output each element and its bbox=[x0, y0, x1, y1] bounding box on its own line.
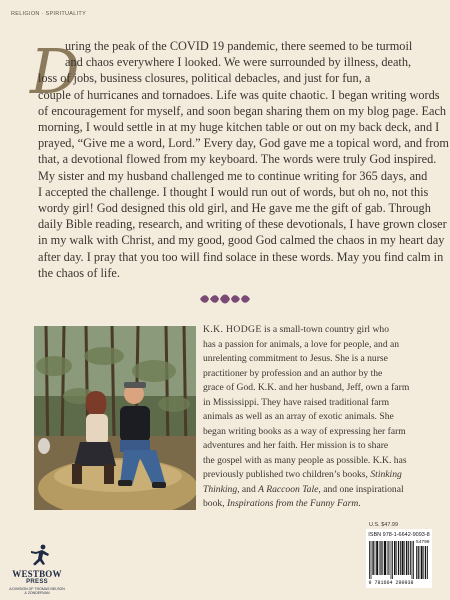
intro-paragraph bbox=[38, 38, 449, 281]
bio-line: in Mississippi. They have raised traditional farm bbox=[203, 396, 390, 408]
intro-line: My sister and my husband challenged me to continue writing for 365 days, and bbox=[38, 168, 428, 183]
barcode-bars bbox=[369, 541, 414, 579]
bio-line: animals as well as an array of exotic animals. She bbox=[203, 411, 394, 422]
author-photo bbox=[34, 326, 196, 510]
bio-line: has a passion for animals, a love for people, and an bbox=[203, 338, 400, 350]
intro-line: of encouragement for myself, and soon began sharing them on my blog page. Each bbox=[38, 103, 447, 118]
intro-line: after day. I pray that you too will find solace in these words. May you find calm in bbox=[38, 249, 444, 264]
book-title: Inspirations from the Funny Farm bbox=[226, 498, 359, 509]
leaf-ornament-icon bbox=[199, 293, 251, 305]
barcode-addon-bars bbox=[416, 546, 429, 579]
intro-line: wordy girl! God designed this old girl, and He gave me the gift of gab. Through bbox=[38, 201, 431, 216]
bio-line: unrelenting commitment to Jesus. She is a nurse bbox=[203, 353, 388, 364]
book-title: Thinking, bbox=[203, 483, 240, 495]
bio-line: book, Inspirations from the Funny Farm. bbox=[203, 498, 361, 509]
author-bio bbox=[203, 323, 425, 512]
drop-cap: D bbox=[30, 35, 80, 108]
publisher-logo bbox=[5, 544, 75, 596]
intro-line: morning, I would settle in at my huge kitchen table or out on my back deck, and I bbox=[38, 120, 440, 135]
barcode-addon-number: 54799 bbox=[416, 540, 430, 545]
publisher-name: WESTBOW bbox=[12, 569, 62, 579]
bio-line: adventures and her faith. Her mission is to share bbox=[203, 440, 389, 451]
price-label: U.S. $47.99 bbox=[369, 522, 399, 528]
intro-line: I accepted the challenge. I thought I would run out of words, but oh no, not this bbox=[38, 184, 429, 199]
barcode-digits: 9 781664 290938 bbox=[368, 580, 414, 586]
intro-line: in my walk with Christ, and my good, good God calmed the chaos in my heart day bbox=[38, 233, 445, 248]
intro-line: couple of hurricanes and tornadoes. Life was quite chaotic. I began writing words bbox=[38, 87, 440, 102]
category-label: RELIGION · SPIRITUALITY bbox=[11, 11, 87, 17]
isbn-number: ISBN 978-1-6642-9093-8 bbox=[368, 532, 430, 538]
book-title: Stinking bbox=[370, 469, 402, 480]
intro-line: the chaos of life. bbox=[38, 265, 120, 280]
bio-line: grace of God. K.K. and her husband, Jeff, own a farm bbox=[203, 382, 410, 393]
westbow-runner-logo-icon bbox=[27, 544, 53, 568]
author-name: K.K. HODGE bbox=[203, 324, 262, 335]
bio-line: practitioner by profession and an author by the bbox=[203, 367, 383, 379]
intro-line: daily Bible reading, research, and writing of these devotionals, I have grown closer bbox=[38, 217, 447, 232]
intro-line: that, a devotional flowed from my keyboard. The words were truly God inspired. bbox=[38, 152, 437, 167]
bio-line: the gospel with as many people as possible. K.K. has bbox=[203, 454, 407, 466]
bio-line: K.K. HODGE is a small-town country girl who bbox=[203, 324, 390, 335]
publisher-press: PRESS bbox=[26, 579, 48, 585]
intro-line: loss of jobs, business closures, political debacles, and just for fun, a bbox=[38, 71, 371, 86]
book-title: A Raccoon Tale, bbox=[258, 483, 321, 495]
bio-line: previously published two children’s books, Stinking bbox=[203, 469, 402, 480]
intro-line: uring the peak of the COVID 19 pandemic, there seemed to be turmoil bbox=[65, 39, 413, 53]
intro-line: prayed, “Give me a word, Lord.” Every day, God gave me a topical word, and from bbox=[38, 136, 449, 151]
intro-line: and chaos everywhere I looked. We were surrounded by illness, death, bbox=[65, 55, 412, 70]
isbn-barcode bbox=[366, 529, 432, 588]
publisher-division: A DIVISION OF THOMAS NELSON & ZONDERVAN bbox=[9, 587, 65, 595]
bio-line: began writing books as a way of expressing her farm bbox=[203, 425, 406, 437]
bio-line: Thinking, and A Raccoon Tale, and one inspirational bbox=[203, 483, 404, 495]
